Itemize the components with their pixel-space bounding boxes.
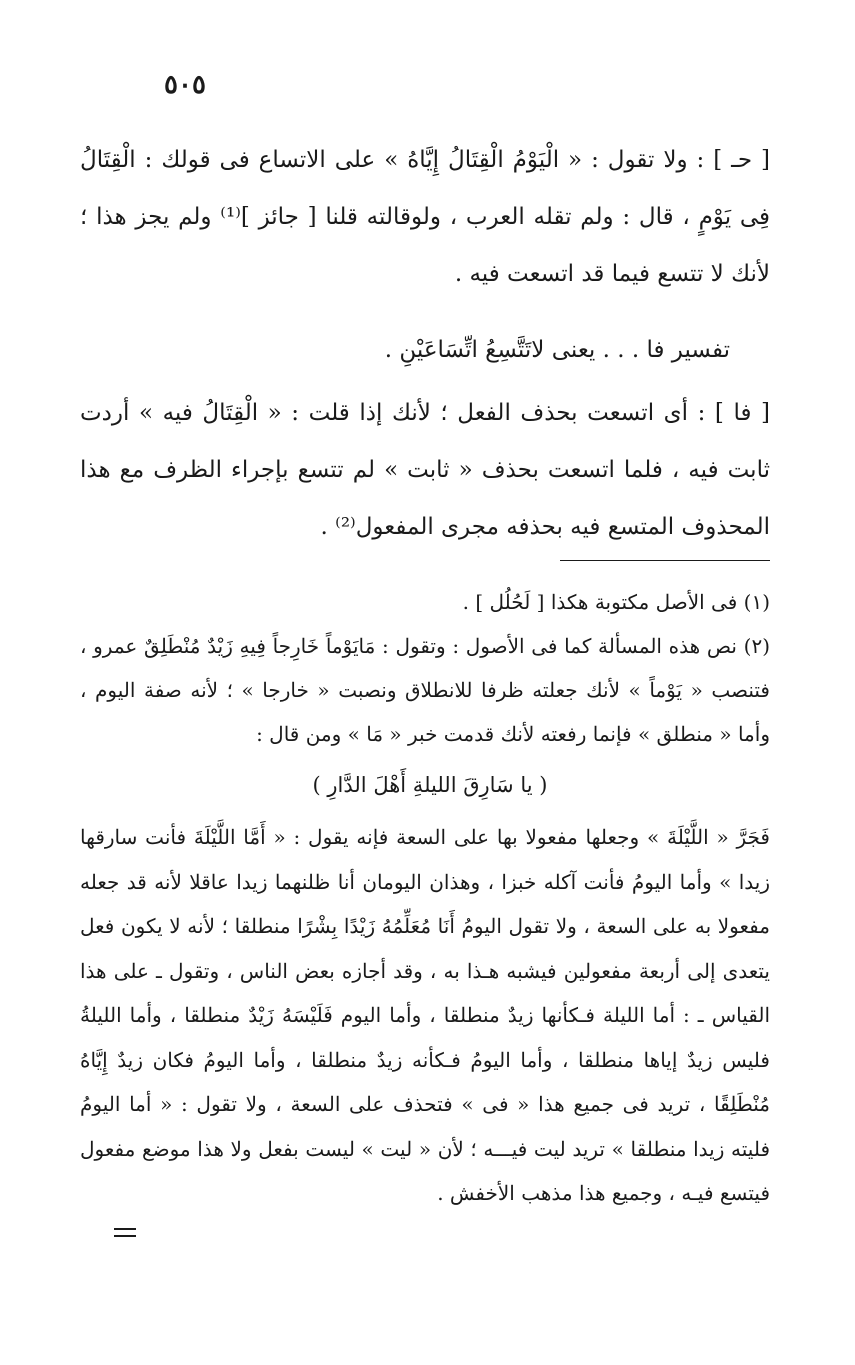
footnote: (١) فى الأصل مكتوبة هكذا [ لَحُلُل ] . (462, 590, 770, 614)
body-paragraph: [ حـ ] : ولا تقول : « الْيَوْمُ الْقِتَالُ إِيَّاهُ » على الاتساع فى قولك : الْقِتَالُ فِى يَوْمٍ ، قال : ولم تقله العرب ، ولوقالته قلنا [ جائز ]⁽¹⁾ ولم يجز هذا ؛ لأنك لا تتسع فيما قد اتسعت فيه . (80, 147, 771, 287)
page-number: ٥٠٥ (164, 70, 206, 100)
quoted-verse: ( يا سَارِقَ الليلةِ أَهْلَ الدَّارِ ) (312, 773, 548, 797)
body-paragraph: تفسير فا . . . يعنى لاتَتَّسِعُ اتِّسَاعَيْنِ . (384, 337, 730, 363)
footnote-continuation: فَجَرَّ « اللَّيْلَةَ » وجعلها مفعولا بها على السعة فإنه يقول : « أَمَّا اللَّيْلَةَ فأنت سارقها زيدا » وأما اليومُ فأنت آكله خبزا ، وهذان اليومان أنا ظلنهما زيدا عاقلا لأنه قد جعله مفعولا به على السعة ، ولا تقول اليومُ أَنَا مُعَلِّمُهُ زَيْدًا بِشْرًا منطلقا ؛ لأنه لا يكون فعل يتعدى إلى أربعة مفعولين فيشبه هـذا به ، وقد أجازه بعض الناس ، وتقول ـ على هذا القياس ـ : أما الليلة فـكأنها زيدٌ منطلقا ، وأما اليوم فَلَيْسَهُ زَيْدٌ منطلقا ، وأما الليلةُ فليس زيدٌ إياها منطلقا ، وأما اليومُ فـكأنه زيدٌ منطلقا ، وأما اليومُ فكان زيدٌ إِيَّاهُ مُنْطَلِقًا ، تريد فى جميع هذا « فى » فتحذف على السعة ، ولا تقول : « أما اليومُ فليته زيدا منطلقا » تريد ليت فيـــه ؛ لأن « ليت » ليست بفعل ولا هذا موضع مفعول فيتسع فيـه ، وجميع هذا مذهب الأخفش . (80, 825, 770, 1205)
footnote: (٢) نص هذه المسألة كما فى الأصول : وتقول : مَايَوْماً خَارِجاً فِيهِ زَيْدٌ مُنْطَلِقٌ عمرو ، فتنصب « يَوْماً » لأنك جعلته ظرفا للانطلاق ونصبت « خارجا » ؛ لأنه صفة اليوم ، وأما « منطلق » فإنما رفعته لأنك قدمت خبر « مَا » ومن قال : (80, 634, 770, 746)
body-paragraph: [ فا ] : أى اتسعت بحذف الفعل ؛ لأنك إذا قلت : « الْقِتَالُ فيه » أردت ثابت فيه ، فلما اتسعت بحذف « ثابت » لم تتسع بإجراء الظرف مع هذا المحذوف المتسع فيه بحذفه مجرى المفعول⁽²⁾ . (80, 400, 770, 540)
footnote-divider (560, 560, 770, 561)
continuation-mark (114, 1228, 136, 1242)
